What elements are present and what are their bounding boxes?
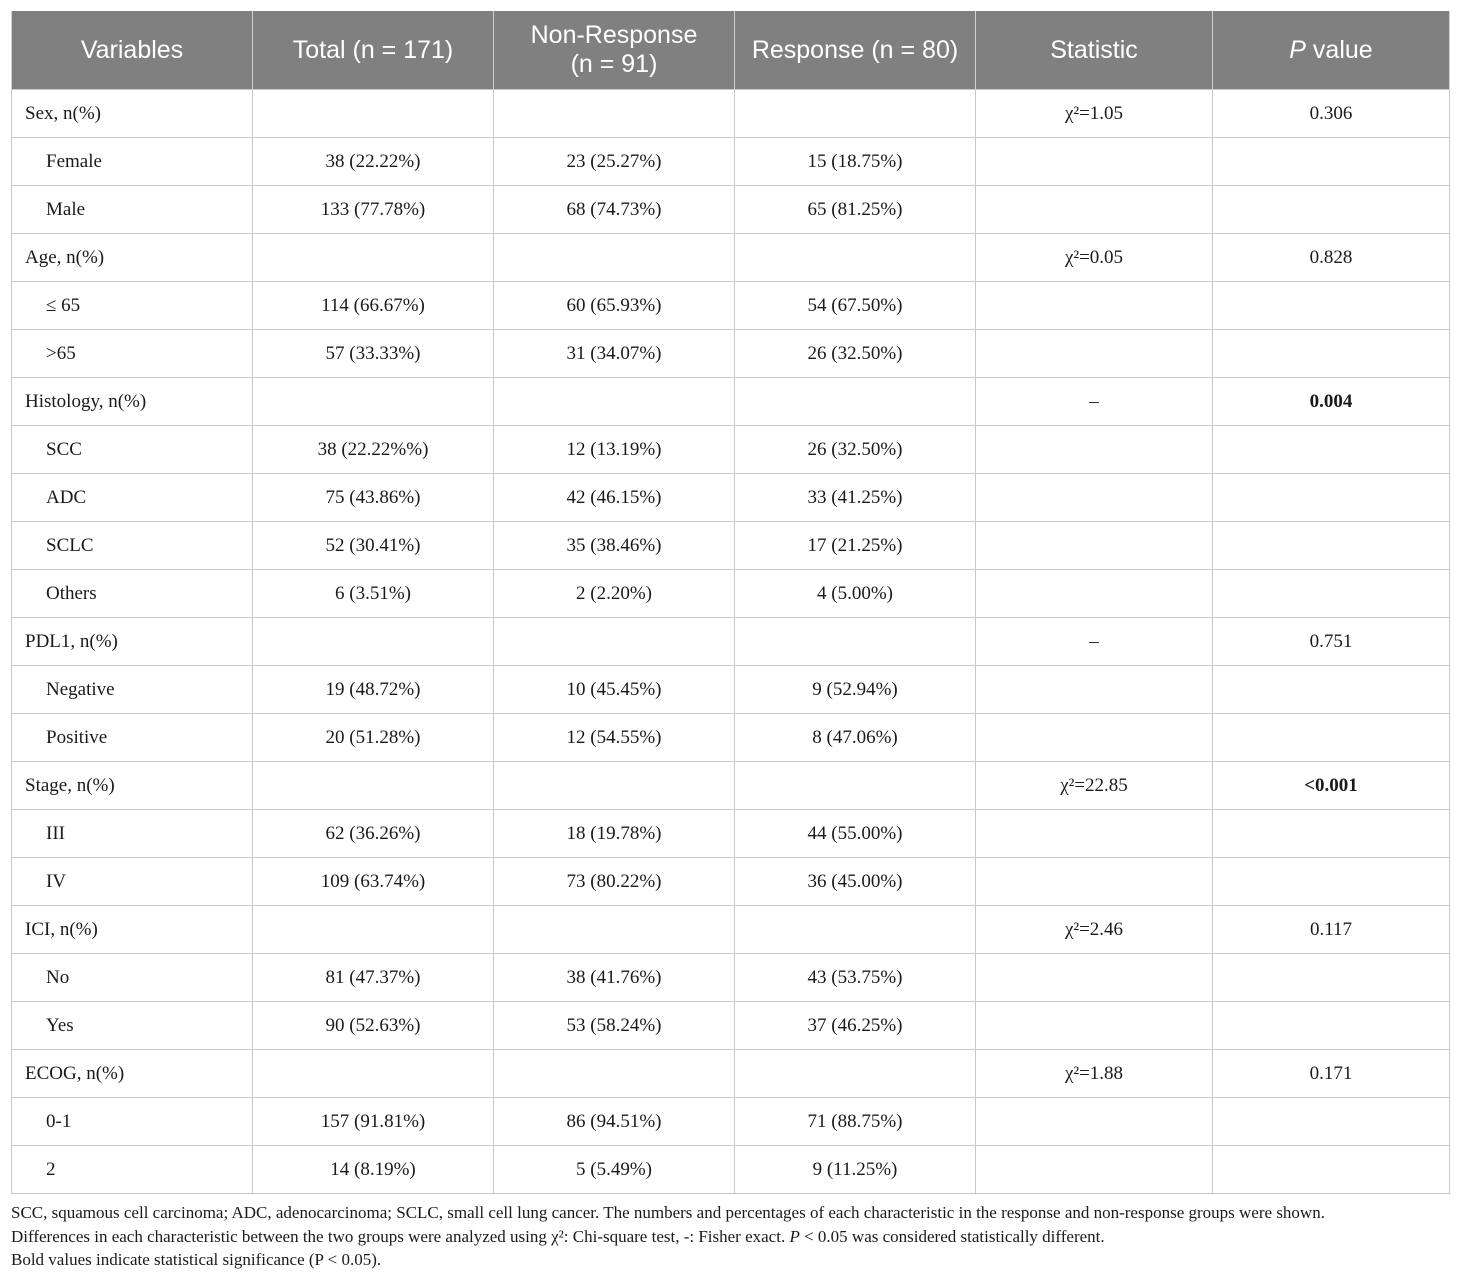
table-row <box>12 186 1450 234</box>
cell-response <box>735 378 976 426</box>
cell-variable: Sex, n(%) <box>12 90 253 138</box>
cell-response: 9 (11.25%) <box>735 1146 976 1194</box>
footnote-abbreviations: SCC, squamous cell carcinoma; ADC, adenocarcinoma; SCLC, small cell lung cancer. The numbers and percentages of each characteristic in the response and non-response groups were shown. <box>11 1203 1325 1222</box>
cell-statistic <box>976 426 1213 474</box>
cell-nonresponse: 53 (58.24%) <box>494 1002 735 1050</box>
cell-nonresponse: 60 (65.93%) <box>494 282 735 330</box>
cell-response <box>735 618 976 666</box>
cell-p <box>1213 954 1450 1002</box>
table-row <box>12 1146 1450 1194</box>
cell-p <box>1213 858 1450 906</box>
cell-response: 44 (55.00%) <box>735 810 976 858</box>
cell-statistic: χ²=22.85 <box>976 762 1213 810</box>
header-pvalue <box>1213 11 1450 90</box>
cell-total: 38 (22.22%%) <box>253 426 494 474</box>
cell-nonresponse: 12 (13.19%) <box>494 426 735 474</box>
cell-statistic <box>976 138 1213 186</box>
cell-variable: IV <box>12 858 253 906</box>
table-header-row <box>12 11 1450 90</box>
cell-total: 75 (43.86%) <box>253 474 494 522</box>
cell-statistic <box>976 1146 1213 1194</box>
cell-response: 9 (52.94%) <box>735 666 976 714</box>
cell-statistic <box>976 810 1213 858</box>
cell-nonresponse: 2 (2.20%) <box>494 570 735 618</box>
cell-nonresponse: 35 (38.46%) <box>494 522 735 570</box>
cell-nonresponse <box>494 762 735 810</box>
cell-response: 15 (18.75%) <box>735 138 976 186</box>
cell-total <box>253 234 494 282</box>
cell-statistic: χ²=0.05 <box>976 234 1213 282</box>
cell-nonresponse <box>494 90 735 138</box>
cell-nonresponse <box>494 234 735 282</box>
cell-nonresponse: 23 (25.27%) <box>494 138 735 186</box>
cell-response <box>735 906 976 954</box>
cell-statistic <box>976 330 1213 378</box>
cell-total <box>253 378 494 426</box>
header-response: Response (n = 80) <box>735 11 976 90</box>
table-group-row <box>12 90 1450 138</box>
cell-total: 157 (91.81%) <box>253 1098 494 1146</box>
cell-p: 0.171 <box>1213 1050 1450 1098</box>
cell-p <box>1213 330 1450 378</box>
table-row <box>12 330 1450 378</box>
cell-response: 36 (45.00%) <box>735 858 976 906</box>
cell-nonresponse: 86 (94.51%) <box>494 1098 735 1146</box>
table-row <box>12 570 1450 618</box>
table-row <box>12 522 1450 570</box>
cell-statistic: – <box>976 618 1213 666</box>
table-body <box>12 90 1450 1194</box>
header-nonresponse-line2: (n = 91) <box>570 50 658 78</box>
cell-response: 43 (53.75%) <box>735 954 976 1002</box>
cell-nonresponse: 38 (41.76%) <box>494 954 735 1002</box>
cell-response: 71 (88.75%) <box>735 1098 976 1146</box>
cell-statistic <box>976 282 1213 330</box>
cell-p <box>1213 186 1450 234</box>
cell-total <box>253 90 494 138</box>
cell-total: 81 (47.37%) <box>253 954 494 1002</box>
cell-total <box>253 618 494 666</box>
cell-total <box>253 762 494 810</box>
cell-statistic <box>976 186 1213 234</box>
cell-variable: Histology, n(%) <box>12 378 253 426</box>
footnote-bold: Bold values indicate statistical significance (P < 0.05). <box>11 1250 382 1269</box>
cell-statistic <box>976 522 1213 570</box>
cell-p <box>1213 570 1450 618</box>
table-group-row <box>12 1050 1450 1098</box>
cell-nonresponse: 12 (54.55%) <box>494 714 735 762</box>
cell-statistic <box>976 474 1213 522</box>
cell-nonresponse: 18 (19.78%) <box>494 810 735 858</box>
cell-nonresponse <box>494 618 735 666</box>
cell-total: 20 (51.28%) <box>253 714 494 762</box>
cell-nonresponse: 5 (5.49%) <box>494 1146 735 1194</box>
cell-nonresponse: 42 (46.15%) <box>494 474 735 522</box>
table-row <box>12 138 1450 186</box>
cell-total: 6 (3.51%) <box>253 570 494 618</box>
cell-variable: 0-1 <box>12 1098 253 1146</box>
cell-total: 14 (8.19%) <box>253 1146 494 1194</box>
header-pvalue-rest: value <box>1305 35 1373 64</box>
header-statistic: Statistic <box>976 11 1213 90</box>
cell-p <box>1213 1146 1450 1194</box>
table-row <box>12 714 1450 762</box>
cell-variable: ADC <box>12 474 253 522</box>
cell-total: 52 (30.41%) <box>253 522 494 570</box>
cell-total: 57 (33.33%) <box>253 330 494 378</box>
cell-p: 0.751 <box>1213 618 1450 666</box>
cell-nonresponse <box>494 1050 735 1098</box>
cell-p <box>1213 522 1450 570</box>
cell-response: 54 (67.50%) <box>735 282 976 330</box>
cell-variable: SCLC <box>12 522 253 570</box>
cell-variable: ICI, n(%) <box>12 906 253 954</box>
table-group-row <box>12 762 1450 810</box>
cell-statistic <box>976 858 1213 906</box>
table-row <box>12 666 1450 714</box>
cell-p <box>1213 474 1450 522</box>
table-group-row <box>12 618 1450 666</box>
cell-response <box>735 90 976 138</box>
cell-total: 133 (77.78%) <box>253 186 494 234</box>
table-row <box>12 474 1450 522</box>
cell-total: 109 (63.74%) <box>253 858 494 906</box>
table-row <box>12 426 1450 474</box>
cell-statistic: χ²=1.88 <box>976 1050 1213 1098</box>
cell-response: 17 (21.25%) <box>735 522 976 570</box>
cell-nonresponse: 10 (45.45%) <box>494 666 735 714</box>
cell-response: 37 (46.25%) <box>735 1002 976 1050</box>
table-row <box>12 1002 1450 1050</box>
cell-statistic <box>976 954 1213 1002</box>
header-variables: Variables <box>12 11 253 90</box>
cell-p <box>1213 714 1450 762</box>
cell-variable: Male <box>12 186 253 234</box>
cell-statistic: χ²=1.05 <box>976 90 1213 138</box>
cell-p <box>1213 426 1450 474</box>
table-row <box>12 810 1450 858</box>
table-group-row <box>12 378 1450 426</box>
cell-total: 19 (48.72%) <box>253 666 494 714</box>
cell-nonresponse: 68 (74.73%) <box>494 186 735 234</box>
cell-variable: ECOG, n(%) <box>12 1050 253 1098</box>
cell-p <box>1213 1098 1450 1146</box>
cell-p: <0.001 <box>1213 762 1450 810</box>
cell-variable: >65 <box>12 330 253 378</box>
cell-variable: Age, n(%) <box>12 234 253 282</box>
footnote-methods-a: Differences in each characteristic between the two groups were analyzed using χ²: Chi-square test, -: Fisher exact. <box>11 1226 790 1246</box>
cell-p <box>1213 282 1450 330</box>
table-group-row <box>12 906 1450 954</box>
cell-variable: Negative <box>12 666 253 714</box>
table-row <box>12 954 1450 1002</box>
cell-variable: Others <box>12 570 253 618</box>
cell-variable: Stage, n(%) <box>12 762 253 810</box>
footnote-methods-p: P <box>789 1226 800 1246</box>
cell-response: 33 (41.25%) <box>735 474 976 522</box>
cell-variable: Yes <box>12 1002 253 1050</box>
header-pvalue-p: P <box>1289 35 1306 64</box>
cell-response: 26 (32.50%) <box>735 330 976 378</box>
cell-response: 4 (5.00%) <box>735 570 976 618</box>
cell-statistic: χ²=2.46 <box>976 906 1213 954</box>
cell-nonresponse: 31 (34.07%) <box>494 330 735 378</box>
cell-response <box>735 234 976 282</box>
cell-statistic <box>976 666 1213 714</box>
cell-variable: Positive <box>12 714 253 762</box>
table-row <box>12 1098 1450 1146</box>
cell-nonresponse: 73 (80.22%) <box>494 858 735 906</box>
cell-statistic: – <box>976 378 1213 426</box>
cell-response <box>735 1050 976 1098</box>
cell-response: 26 (32.50%) <box>735 426 976 474</box>
cell-total: 90 (52.63%) <box>253 1002 494 1050</box>
header-nonresponse <box>494 11 735 90</box>
cell-total: 38 (22.22%) <box>253 138 494 186</box>
cell-response: 8 (47.06%) <box>735 714 976 762</box>
cell-p: 0.306 <box>1213 90 1450 138</box>
table-group-row <box>12 234 1450 282</box>
cell-variable: 2 <box>12 1146 253 1194</box>
table-footnotes <box>11 1201 1456 1272</box>
cell-total <box>253 1050 494 1098</box>
cell-p: 0.004 <box>1213 378 1450 426</box>
cell-variable: III <box>12 810 253 858</box>
characteristics-table-container <box>11 11 1449 1194</box>
cell-p <box>1213 1002 1450 1050</box>
cell-statistic <box>976 1002 1213 1050</box>
cell-statistic <box>976 714 1213 762</box>
cell-variable: ≤ 65 <box>12 282 253 330</box>
cell-p <box>1213 666 1450 714</box>
cell-nonresponse <box>494 906 735 954</box>
cell-statistic <box>976 570 1213 618</box>
cell-total: 114 (66.67%) <box>253 282 494 330</box>
characteristics-table <box>11 11 1450 1194</box>
cell-total <box>253 906 494 954</box>
cell-variable: Female <box>12 138 253 186</box>
cell-response <box>735 762 976 810</box>
footnote-methods-b: < 0.05 was considered statistically different. <box>799 1226 1105 1246</box>
header-total: Total (n = 171) <box>253 11 494 90</box>
cell-variable: SCC <box>12 426 253 474</box>
footnote-methods <box>11 1225 1456 1249</box>
cell-variable: PDL1, n(%) <box>12 618 253 666</box>
table-row <box>12 858 1450 906</box>
cell-statistic <box>976 1098 1213 1146</box>
cell-nonresponse <box>494 378 735 426</box>
cell-p: 0.117 <box>1213 906 1450 954</box>
table-row <box>12 282 1450 330</box>
cell-p: 0.828 <box>1213 234 1450 282</box>
cell-response: 65 (81.25%) <box>735 186 976 234</box>
cell-total: 62 (36.26%) <box>253 810 494 858</box>
header-nonresponse-line1: Non-Response <box>530 21 698 49</box>
cell-p <box>1213 138 1450 186</box>
cell-p <box>1213 810 1450 858</box>
cell-variable: No <box>12 954 253 1002</box>
